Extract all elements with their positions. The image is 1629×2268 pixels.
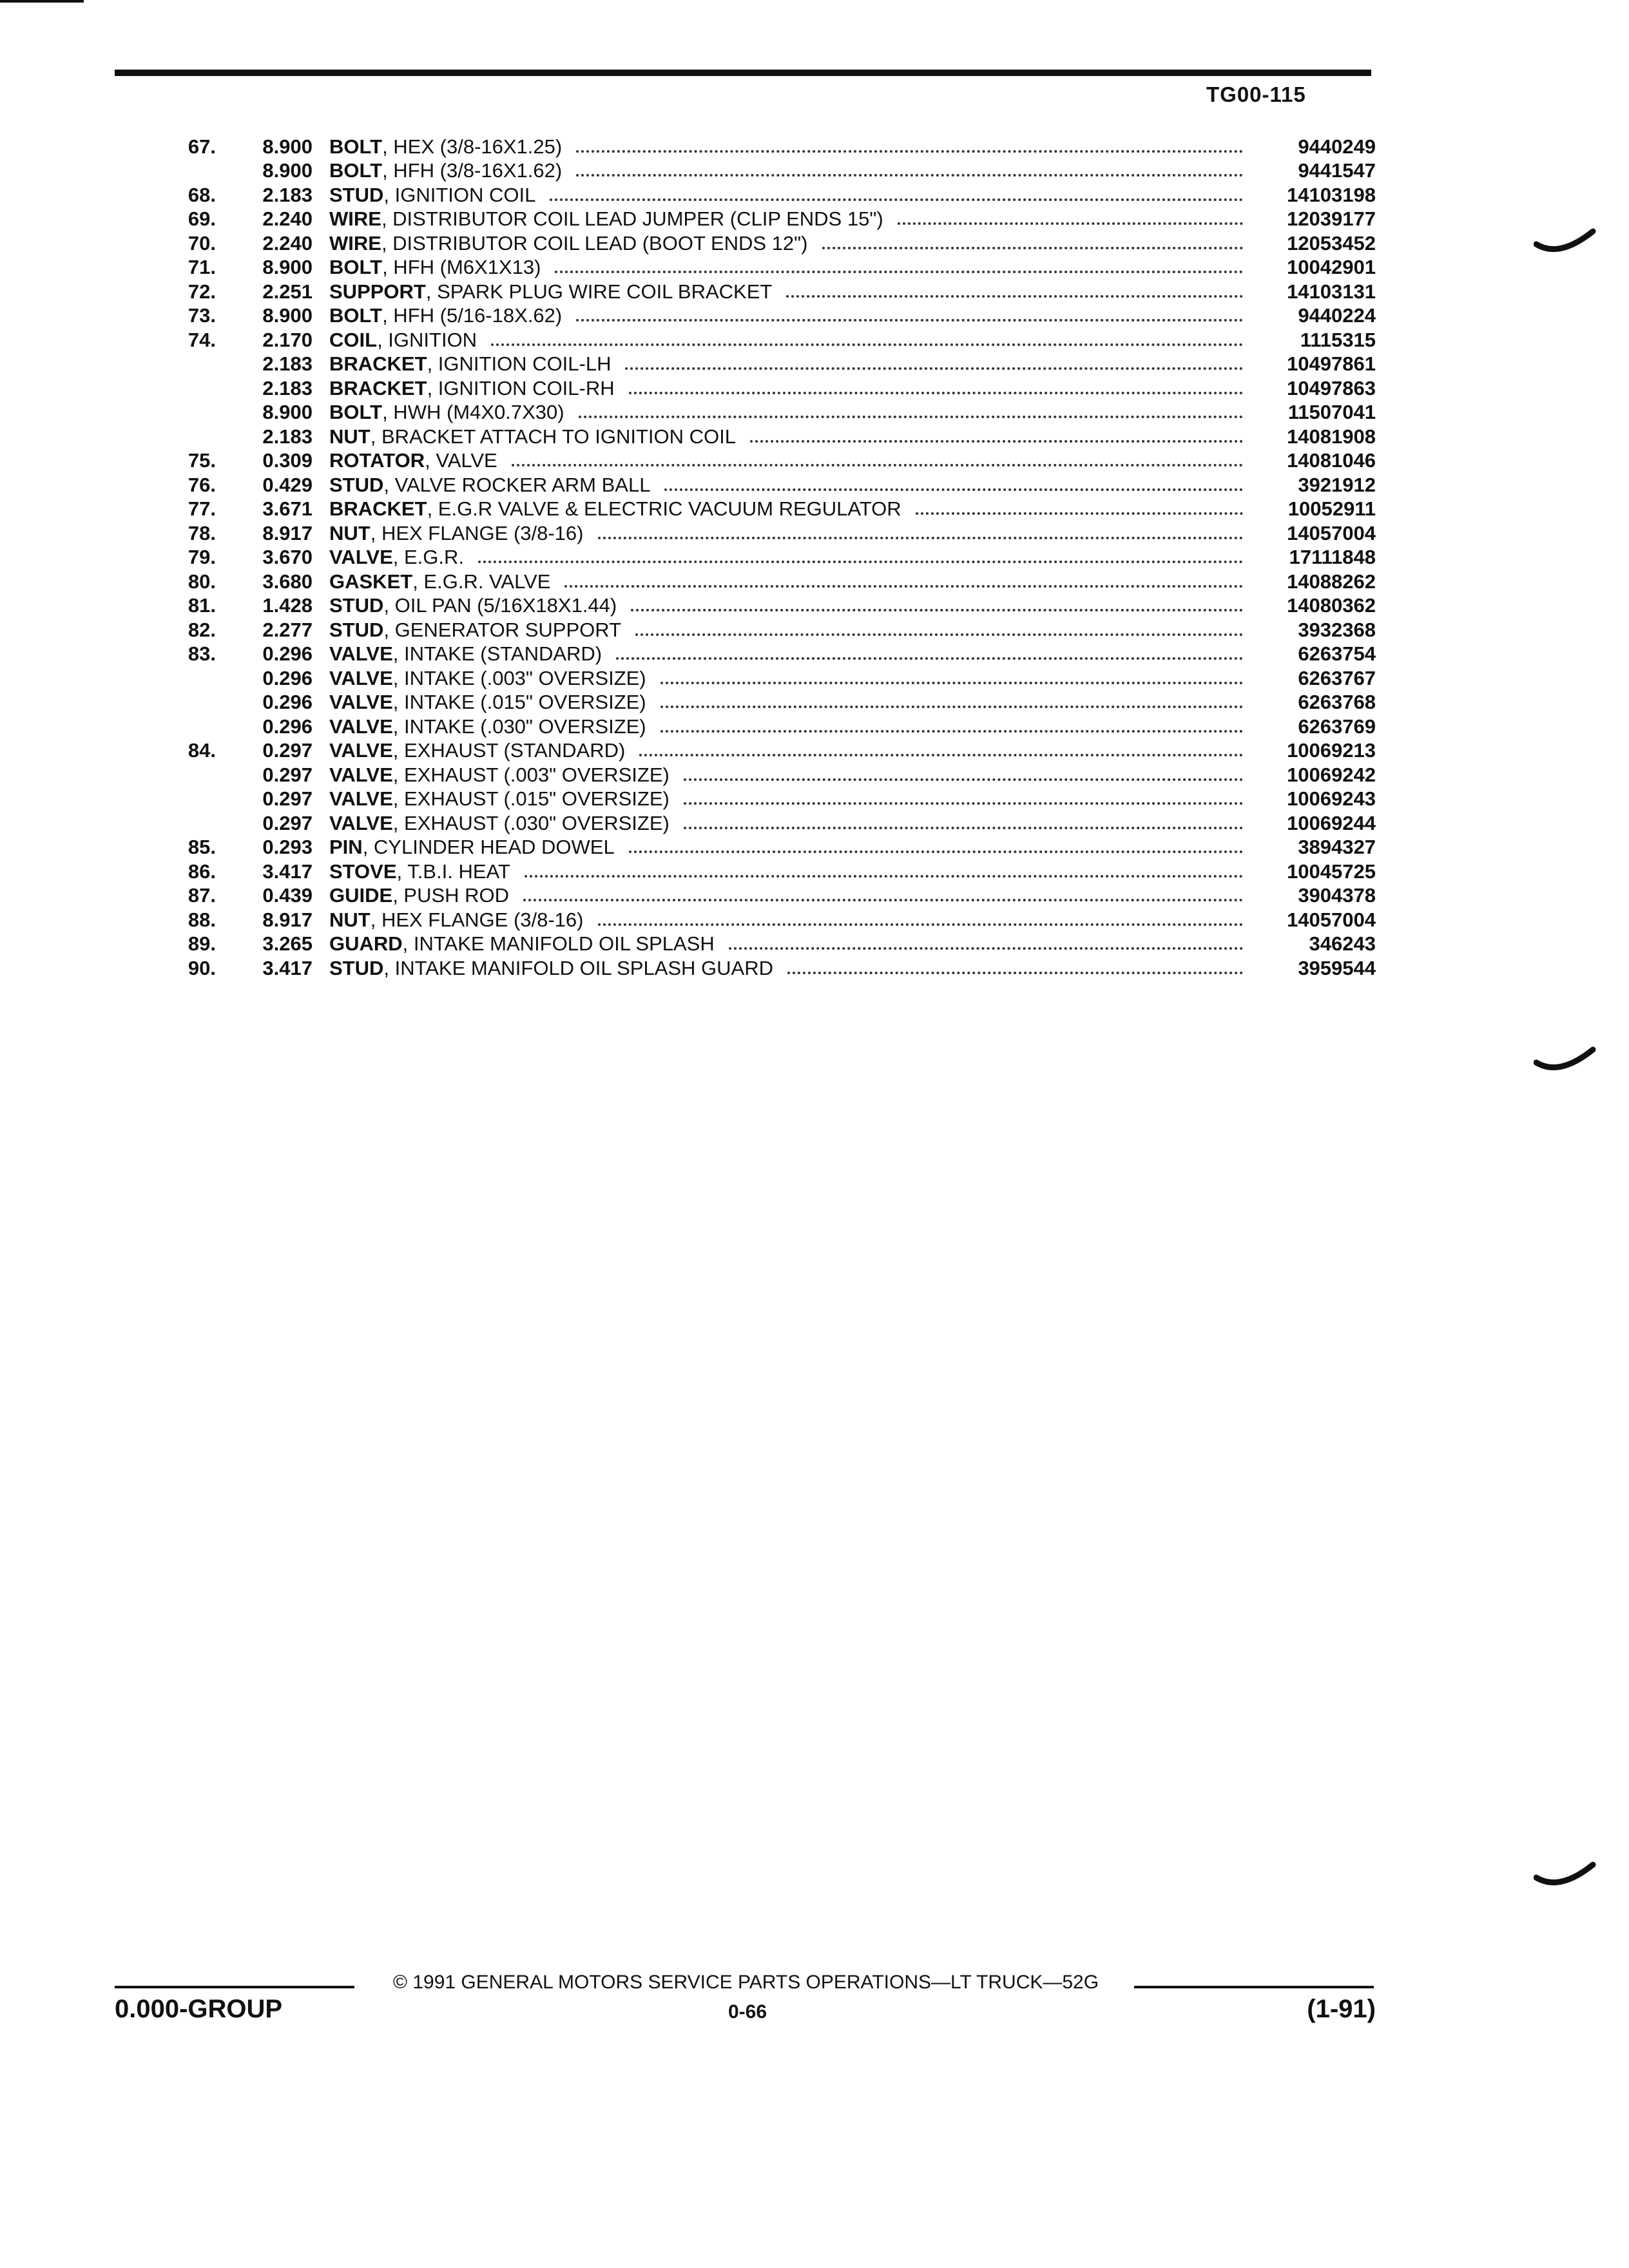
part-number: 6263769 bbox=[1298, 715, 1376, 738]
part-number: 6263767 bbox=[1298, 666, 1376, 689]
part-description bbox=[329, 255, 1253, 279]
part-number: 14081908 bbox=[1287, 425, 1376, 448]
table-row bbox=[148, 738, 1376, 763]
part-name: BOLT bbox=[329, 304, 383, 327]
dot-leader bbox=[564, 585, 1243, 588]
part-spec: , T.B.I. HEAT bbox=[396, 860, 510, 883]
part-name: VALVE bbox=[329, 763, 393, 786]
part-number: 14088262 bbox=[1287, 570, 1376, 593]
part-description bbox=[329, 618, 1253, 642]
item-number: 88. bbox=[188, 908, 216, 931]
part-number: 3921912 bbox=[1298, 473, 1376, 496]
table-row bbox=[148, 932, 1376, 956]
table-row bbox=[148, 907, 1376, 932]
part-description bbox=[329, 908, 1253, 932]
part-spec: , BRACKET ATTACH TO IGNITION COIL bbox=[370, 425, 736, 448]
dot-leader bbox=[664, 488, 1243, 491]
part-number: 10069243 bbox=[1287, 787, 1376, 810]
part-description bbox=[329, 690, 1253, 714]
part-name: GASKET bbox=[329, 570, 413, 593]
group-number: 0.296 bbox=[262, 642, 313, 665]
part-name: STUD bbox=[329, 594, 384, 617]
part-name: VALVE bbox=[329, 546, 393, 568]
part-description bbox=[329, 715, 1253, 738]
item-number: 90. bbox=[188, 956, 216, 979]
group-number: 2.183 bbox=[262, 376, 313, 399]
part-description bbox=[329, 183, 1253, 207]
part-number: 10042901 bbox=[1287, 256, 1376, 278]
item-number: 78. bbox=[188, 521, 216, 544]
part-name: VALVE bbox=[329, 811, 393, 834]
dot-leader bbox=[660, 730, 1243, 733]
table-row bbox=[148, 472, 1376, 497]
dot-leader bbox=[684, 802, 1243, 805]
part-description bbox=[329, 425, 1253, 448]
part-spec: , GENERATOR SUPPORT bbox=[383, 618, 622, 641]
part-spec: , DISTRIBUTOR COIL LEAD JUMPER (CLIP ENDS 15") bbox=[381, 207, 883, 230]
table-row bbox=[148, 617, 1376, 642]
group-number: 2.183 bbox=[262, 425, 313, 448]
group-number: 2.251 bbox=[262, 280, 313, 303]
part-spec: , HEX FLANGE (3/8-16) bbox=[370, 521, 584, 544]
part-name: VALVE bbox=[329, 642, 393, 665]
binder-tick-mark-middle bbox=[1534, 1041, 1598, 1079]
part-spec: , IGNITION COIL bbox=[383, 183, 536, 206]
part-name: STOVE bbox=[329, 860, 397, 883]
item-number: 76. bbox=[188, 473, 216, 496]
dot-leader bbox=[576, 174, 1243, 177]
part-spec: , SPARK PLUG WIRE COIL BRACKET bbox=[425, 280, 773, 303]
item-number: 77. bbox=[188, 497, 216, 520]
part-description bbox=[329, 328, 1253, 352]
dot-leader bbox=[786, 295, 1243, 298]
part-spec: , E.G.R. VALVE bbox=[412, 570, 551, 593]
item-number: 73. bbox=[188, 304, 216, 327]
item-number: 68. bbox=[188, 183, 216, 206]
part-number: 10497861 bbox=[1287, 352, 1376, 375]
group-number: 2.183 bbox=[262, 183, 313, 206]
part-spec: , EXHAUST (STANDARD) bbox=[392, 739, 626, 762]
part-name: VALVE bbox=[329, 715, 393, 738]
table-row bbox=[148, 279, 1376, 303]
part-number: 6263754 bbox=[1298, 642, 1376, 665]
part-description bbox=[329, 400, 1253, 424]
dot-leader bbox=[523, 899, 1243, 901]
part-description bbox=[329, 473, 1253, 497]
part-description bbox=[329, 593, 1253, 617]
part-spec: , INTAKE (.003" OVERSIZE) bbox=[392, 666, 646, 689]
dot-leader bbox=[512, 464, 1243, 466]
table-row bbox=[148, 545, 1376, 570]
group-number: 8.900 bbox=[262, 159, 313, 182]
binder-tick-mark-top bbox=[1534, 222, 1598, 261]
item-number: 74. bbox=[188, 328, 216, 351]
group-number: 0.296 bbox=[262, 715, 313, 738]
dot-leader bbox=[598, 923, 1244, 926]
part-spec: , VALVE bbox=[425, 449, 497, 472]
group-number: 2.277 bbox=[262, 618, 313, 641]
part-name: NUT bbox=[329, 425, 371, 448]
dot-leader bbox=[616, 657, 1243, 660]
part-spec: , CYLINDER HEAD DOWEL bbox=[362, 836, 615, 858]
group-number: 8.900 bbox=[262, 401, 313, 423]
group-number: 8.917 bbox=[262, 521, 313, 544]
dot-leader bbox=[916, 512, 1243, 515]
part-spec: , OIL PAN (5/16X18X1.44) bbox=[383, 594, 617, 617]
part-number: 10045725 bbox=[1287, 860, 1376, 883]
part-number: 11507041 bbox=[1287, 401, 1376, 423]
group-number: 3.670 bbox=[262, 546, 313, 568]
item-number: 84. bbox=[188, 739, 216, 762]
part-description bbox=[329, 570, 1253, 593]
part-spec: , IGNITION bbox=[377, 328, 477, 351]
part-spec: , IGNITION COIL-RH bbox=[427, 376, 615, 399]
table-row bbox=[148, 714, 1376, 738]
dot-leader bbox=[478, 561, 1243, 563]
part-number: 14080362 bbox=[1287, 594, 1376, 617]
part-description bbox=[329, 763, 1253, 787]
dot-leader bbox=[822, 247, 1243, 249]
table-row bbox=[148, 207, 1376, 231]
part-name: STUD bbox=[329, 473, 384, 496]
part-number: 14057004 bbox=[1287, 908, 1376, 931]
part-spec: , E.G.R VALVE & ELECTRIC VACUUM REGULATOR bbox=[427, 497, 901, 520]
group-label: 0.000-GROUP bbox=[115, 1995, 283, 2023]
table-row bbox=[148, 327, 1376, 352]
part-description bbox=[329, 497, 1253, 521]
part-spec: , INTAKE MANIFOLD OIL SPLASH bbox=[402, 932, 715, 955]
part-description bbox=[329, 303, 1253, 327]
group-number: 2.170 bbox=[262, 328, 313, 351]
group-number: 3.671 bbox=[262, 497, 313, 520]
part-name: SUPPORT bbox=[329, 280, 426, 303]
group-number: 3.680 bbox=[262, 570, 313, 593]
dot-leader bbox=[625, 367, 1243, 370]
group-number: 3.417 bbox=[262, 860, 313, 883]
dot-leader bbox=[550, 198, 1243, 201]
part-name: STUD bbox=[329, 956, 384, 979]
part-spec: , HFH (5/16-18X.62) bbox=[382, 304, 563, 327]
doc-code: TG00-115 bbox=[1206, 82, 1306, 106]
part-name: PIN bbox=[329, 836, 363, 858]
dot-leader bbox=[635, 633, 1243, 636]
part-description bbox=[329, 231, 1253, 255]
part-number: 10069242 bbox=[1287, 763, 1376, 786]
part-spec: , HWH (M4X0.7X30) bbox=[382, 401, 564, 423]
part-spec: , INTAKE (.030" OVERSIZE) bbox=[392, 715, 646, 738]
part-description bbox=[329, 545, 1253, 569]
group-number: 1.428 bbox=[262, 594, 313, 617]
part-number: 346243 bbox=[1309, 932, 1376, 955]
table-row bbox=[148, 497, 1376, 521]
part-name: COIL bbox=[329, 328, 378, 351]
part-name: NUT bbox=[329, 521, 371, 544]
table-row bbox=[148, 787, 1376, 811]
dot-leader bbox=[555, 271, 1243, 273]
group-number: 3.265 bbox=[262, 932, 313, 955]
part-name: BOLT bbox=[329, 256, 383, 278]
group-number: 3.417 bbox=[262, 956, 313, 979]
dot-leader bbox=[629, 392, 1243, 394]
table-row bbox=[148, 182, 1376, 207]
part-number: 10052911 bbox=[1287, 497, 1376, 520]
group-number: 8.900 bbox=[262, 256, 313, 278]
part-number: 3932368 bbox=[1298, 618, 1376, 641]
table-row bbox=[148, 666, 1376, 690]
table-row bbox=[148, 231, 1376, 255]
dot-leader bbox=[684, 827, 1243, 829]
part-description bbox=[329, 932, 1253, 956]
group-number: 8.900 bbox=[262, 135, 313, 158]
part-number: 14103131 bbox=[1287, 280, 1376, 303]
part-name: GUIDE bbox=[329, 884, 393, 907]
dot-leader bbox=[684, 778, 1243, 781]
dot-leader bbox=[598, 537, 1244, 539]
part-spec: , PUSH ROD bbox=[392, 884, 510, 907]
group-number: 2.240 bbox=[262, 207, 313, 230]
part-spec: , EXHAUST (.030" OVERSIZE) bbox=[392, 811, 670, 834]
table-row bbox=[148, 255, 1376, 280]
part-name: GUARD bbox=[329, 932, 403, 955]
part-spec: , VALVE ROCKER ARM BALL bbox=[383, 473, 651, 496]
group-number: 0.297 bbox=[262, 763, 313, 786]
page-number: 0-66 bbox=[728, 2001, 767, 2023]
part-description bbox=[329, 376, 1253, 400]
dot-leader bbox=[631, 609, 1243, 611]
table-row bbox=[148, 424, 1376, 448]
item-number: 86. bbox=[188, 860, 216, 883]
item-number: 71. bbox=[188, 256, 216, 278]
item-number: 85. bbox=[188, 836, 216, 858]
item-number: 70. bbox=[188, 231, 216, 255]
part-number: 14103198 bbox=[1287, 183, 1376, 206]
part-number: 9441547 bbox=[1298, 159, 1376, 182]
part-description bbox=[329, 135, 1253, 159]
table-row bbox=[148, 690, 1376, 715]
item-number: 80. bbox=[188, 570, 216, 593]
dot-leader bbox=[629, 850, 1243, 853]
part-description bbox=[329, 860, 1253, 883]
part-spec: , INTAKE (.015" OVERSIZE) bbox=[392, 691, 646, 713]
table-row bbox=[148, 352, 1376, 376]
footer-rule-right bbox=[1134, 1986, 1374, 1988]
dot-leader bbox=[729, 947, 1243, 950]
part-name: VALVE bbox=[329, 666, 393, 689]
part-description bbox=[329, 207, 1253, 231]
table-row bbox=[148, 134, 1376, 159]
dot-leader bbox=[525, 875, 1243, 878]
binder-tick-mark-bottom bbox=[1534, 1856, 1598, 1894]
group-number: 0.297 bbox=[262, 787, 313, 810]
parts-list bbox=[148, 134, 1376, 980]
item-number: 69. bbox=[188, 207, 216, 230]
dot-leader bbox=[898, 222, 1243, 225]
item-number: 72. bbox=[188, 280, 216, 303]
part-spec: , EXHAUST (.015" OVERSIZE) bbox=[392, 787, 670, 810]
header-rule bbox=[115, 70, 1371, 76]
revision-code: (1-91) bbox=[1307, 1995, 1376, 2023]
part-spec: , EXHAUST (.003" OVERSIZE) bbox=[392, 763, 670, 786]
table-row bbox=[148, 593, 1376, 618]
group-number: 0.297 bbox=[262, 811, 313, 834]
group-number: 0.439 bbox=[262, 884, 313, 907]
dot-leader bbox=[576, 150, 1243, 153]
part-name: BRACKET bbox=[329, 376, 427, 399]
part-spec: , HFH (3/8-16X1.62) bbox=[382, 159, 563, 182]
part-name: WIRE bbox=[329, 207, 381, 230]
part-description bbox=[329, 521, 1253, 545]
item-number: 89. bbox=[188, 932, 216, 955]
item-number: 81. bbox=[188, 594, 216, 617]
part-description bbox=[329, 280, 1253, 303]
item-number: 87. bbox=[188, 884, 216, 907]
group-number: 0.309 bbox=[262, 449, 313, 472]
part-description bbox=[329, 835, 1253, 859]
table-row bbox=[148, 762, 1376, 787]
table-row bbox=[148, 835, 1376, 860]
table-row bbox=[148, 569, 1376, 593]
part-name: WIRE bbox=[329, 231, 381, 255]
part-description bbox=[329, 811, 1253, 835]
part-name: BOLT bbox=[329, 401, 383, 423]
part-number: 3904378 bbox=[1298, 884, 1376, 907]
dot-leader bbox=[639, 754, 1243, 756]
group-number: 2.240 bbox=[262, 231, 313, 255]
footer-rule-left bbox=[115, 1986, 354, 1988]
part-description bbox=[329, 159, 1253, 182]
part-number: 10069213 bbox=[1287, 739, 1376, 762]
part-spec: , HFH (M6X1X13) bbox=[382, 256, 541, 278]
table-row bbox=[148, 400, 1376, 425]
part-spec: , HEX FLANGE (3/8-16) bbox=[370, 908, 584, 931]
dot-leader bbox=[750, 440, 1243, 443]
dot-leader bbox=[787, 972, 1243, 974]
part-number: 6263768 bbox=[1298, 691, 1376, 713]
part-spec: , HEX (3/8-16X1.25) bbox=[382, 135, 563, 158]
part-spec: , INTAKE MANIFOLD OIL SPLASH GUARD bbox=[383, 956, 774, 979]
table-row bbox=[148, 811, 1376, 835]
table-row bbox=[148, 303, 1376, 328]
part-number: 14081046 bbox=[1287, 449, 1376, 472]
group-number: 0.296 bbox=[262, 691, 313, 713]
part-name: VALVE bbox=[329, 691, 393, 713]
table-row bbox=[148, 159, 1376, 183]
dot-leader bbox=[491, 343, 1243, 346]
part-description bbox=[329, 787, 1253, 811]
part-number: 10069244 bbox=[1287, 811, 1376, 834]
top-corner-rule bbox=[0, 0, 84, 3]
copyright-notice: © 1991 GENERAL MOTORS SERVICE PARTS OPERATIONS—LT TRUCK—52G bbox=[392, 1972, 1099, 1993]
group-number: 2.183 bbox=[262, 352, 313, 375]
part-number: 17111848 bbox=[1289, 546, 1376, 568]
part-name: BOLT bbox=[329, 135, 383, 158]
group-number: 0.293 bbox=[262, 836, 313, 858]
dot-leader bbox=[579, 416, 1243, 418]
part-name: STUD bbox=[329, 183, 384, 206]
table-row bbox=[148, 376, 1376, 400]
part-number: 12053452 bbox=[1287, 231, 1376, 255]
part-description bbox=[329, 956, 1253, 980]
part-spec: , IGNITION COIL-LH bbox=[427, 352, 612, 375]
item-number: 83. bbox=[188, 642, 216, 665]
table-row bbox=[148, 956, 1376, 980]
part-number: 10497863 bbox=[1287, 376, 1376, 399]
part-name: BRACKET bbox=[329, 497, 427, 520]
part-name: VALVE bbox=[329, 739, 393, 762]
part-number: 14057004 bbox=[1287, 521, 1376, 544]
part-description bbox=[329, 448, 1253, 472]
part-description bbox=[329, 738, 1253, 762]
table-row bbox=[148, 859, 1376, 883]
part-name: ROTATOR bbox=[329, 449, 425, 472]
part-name: BOLT bbox=[329, 159, 383, 182]
item-number: 82. bbox=[188, 618, 216, 641]
group-number: 0.296 bbox=[262, 666, 313, 689]
part-spec: , DISTRIBUTOR COIL LEAD (BOOT ENDS 12") bbox=[381, 231, 808, 255]
item-number: 67. bbox=[188, 135, 216, 158]
part-spec: , E.G.R. bbox=[392, 546, 465, 568]
part-name: NUT bbox=[329, 908, 371, 931]
part-description bbox=[329, 352, 1253, 376]
group-number: 0.297 bbox=[262, 739, 313, 762]
part-number: 1115315 bbox=[1300, 328, 1376, 351]
part-number: 3894327 bbox=[1298, 836, 1376, 858]
dot-leader bbox=[576, 319, 1243, 322]
dot-leader bbox=[660, 682, 1243, 684]
item-number: 75. bbox=[188, 449, 216, 472]
dot-leader bbox=[660, 706, 1243, 708]
part-name: VALVE bbox=[329, 787, 393, 810]
group-number: 8.900 bbox=[262, 304, 313, 327]
part-name: BRACKET bbox=[329, 352, 427, 375]
part-description bbox=[329, 883, 1253, 907]
table-row bbox=[148, 642, 1376, 666]
part-number: 12039177 bbox=[1287, 207, 1376, 230]
group-number: 0.429 bbox=[262, 473, 313, 496]
table-row bbox=[148, 883, 1376, 908]
group-number: 8.917 bbox=[262, 908, 313, 931]
part-description bbox=[329, 642, 1253, 666]
table-row bbox=[148, 448, 1376, 473]
table-row bbox=[148, 521, 1376, 545]
part-spec: , INTAKE (STANDARD) bbox=[392, 642, 602, 665]
part-number: 3959544 bbox=[1298, 956, 1376, 979]
part-number: 9440249 bbox=[1298, 135, 1376, 158]
part-description bbox=[329, 666, 1253, 690]
part-name: STUD bbox=[329, 618, 384, 641]
item-number: 79. bbox=[188, 546, 216, 568]
part-number: 9440224 bbox=[1298, 304, 1376, 327]
